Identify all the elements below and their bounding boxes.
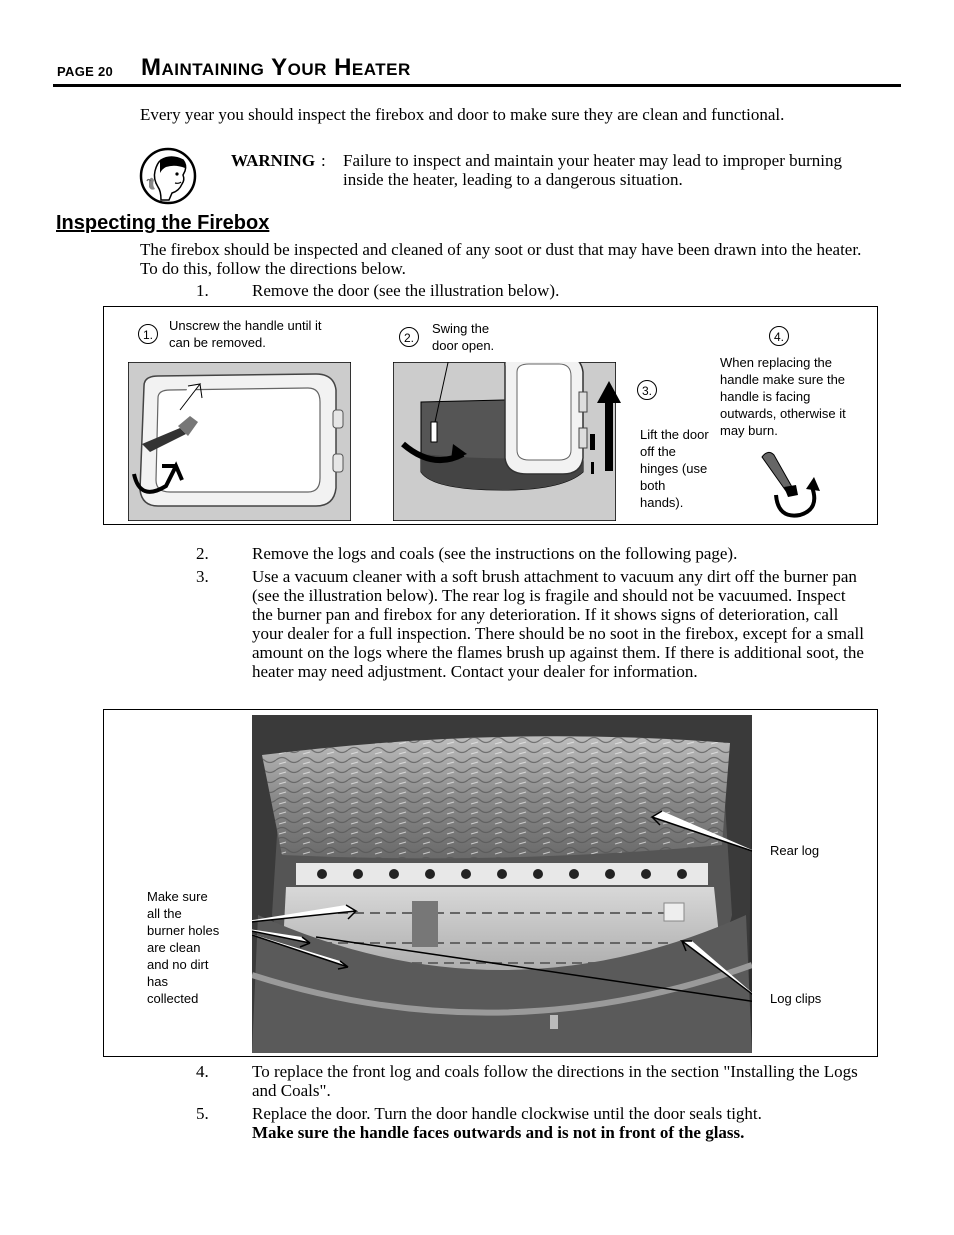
callout-number: 3. xyxy=(637,380,657,400)
door-removal-illustration xyxy=(103,306,878,525)
callout-text: When replacing the handle make sure the handle is facing outwards, otherwise it may burn. xyxy=(720,355,846,438)
page-title: Maintaining Your Heater xyxy=(141,54,411,81)
step-text: Remove the door (see the illustration below). xyxy=(252,281,560,300)
burner-holes-label: Make sure all the burner holes are clean and no dirt has collected xyxy=(147,889,220,1006)
section-title: Inspecting the Firebox xyxy=(56,212,270,234)
firebox-photo-figure xyxy=(103,709,878,1057)
log-clips-label: Log clips xyxy=(770,991,822,1006)
warning-icon xyxy=(139,147,197,205)
callout-number: 1. xyxy=(138,324,158,344)
callout-number: 4. xyxy=(769,326,789,346)
handle-rotation-icon xyxy=(754,447,829,522)
warning-colon: : xyxy=(321,151,326,170)
step-number: 5. xyxy=(196,1104,209,1123)
step-number: 2. xyxy=(196,544,209,563)
firebox-photo xyxy=(252,715,752,1053)
header-rule xyxy=(53,84,901,87)
step-number: 3. xyxy=(196,567,209,586)
step-text: To replace the front log and coals follow the directions in the section "Installing the Logs and Coals". xyxy=(252,1062,858,1100)
step-text xyxy=(252,1104,872,1142)
step-number: 4. xyxy=(196,1062,209,1081)
door-open-illustration xyxy=(393,362,616,521)
callout-number: 2. xyxy=(399,327,419,347)
door-handle-illustration xyxy=(128,362,351,521)
step-text-regular: Replace the door. Turn the door handle clockwise until the door seals tight. xyxy=(252,1104,762,1123)
lift-arrow-icon xyxy=(594,379,624,479)
step-number: 1. xyxy=(196,281,209,300)
warning-text: Failure to inspect and maintain your heater may lead to improper burning inside the heater, leading to a dangerous situation. xyxy=(343,151,842,189)
rear-log-label: Rear log xyxy=(770,843,820,858)
callout-text: Lift the door off the hinges (use both hands). xyxy=(640,427,709,510)
callout-text: Swing the door open. xyxy=(432,321,495,353)
step-text: Use a vacuum cleaner with a soft brush attachment to vacuum any dirt off the burner pan (see the illustration below). The rear log is fragile and should not be vacuumed. Inspect the burner pan and firebox for any deterioration. If it shows signs of deterioration, call your dealer for a full inspection. There should be no soot in the firebox, except for a small amount on the logs where the flames brush up against them. If there is additional soot, the heater may need adjustment. Contact your dealer for information. xyxy=(252,567,864,681)
page-number: PAGE 20 xyxy=(57,64,114,79)
step-text: Remove the logs and coals (see the instructions on the following page). xyxy=(252,544,738,563)
step-text-bold: Make sure the handle faces outwards and is not in front of the glass. xyxy=(252,1123,745,1142)
callout-text: Unscrew the handle until it can be removed. xyxy=(169,318,322,350)
intro-paragraph: Every year you should inspect the firebox and door to make sure they are clean and functional. xyxy=(140,105,785,124)
warning-label: WARNING xyxy=(231,151,316,170)
section-intro: The firebox should be inspected and cleaned of any soot or dust that may have been drawn into the heater. To do this, follow the directions below. xyxy=(140,240,862,278)
